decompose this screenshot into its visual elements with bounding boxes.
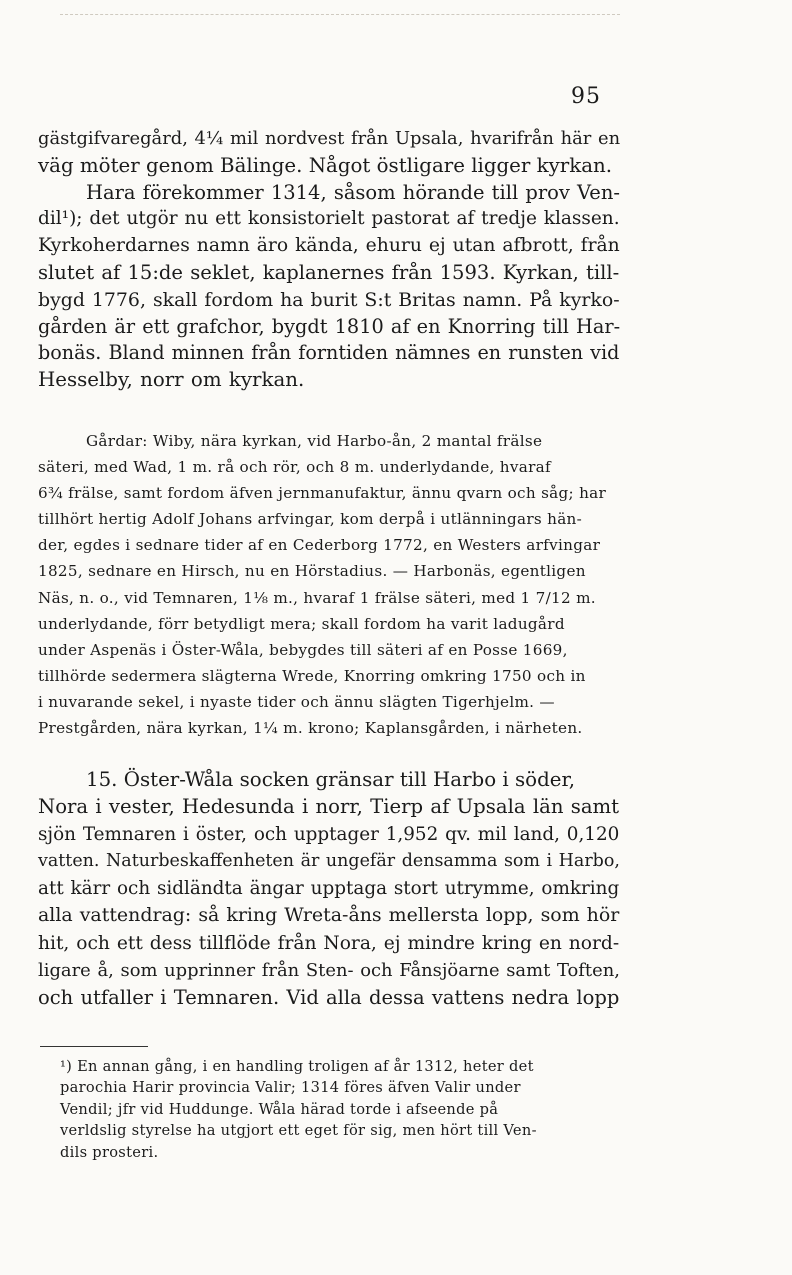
text-line: tillhört hertig Adolf Johans arfvingar, kom derpå i utlänningars hän- (38, 510, 583, 529)
paragraph-gardar (38, 428, 622, 741)
page-number: 95 (571, 84, 601, 109)
text-line: bygd 1776, skall fordom ha burit S:t Britas namn. På kyrko- (38, 288, 620, 311)
footnote-divider (40, 1046, 148, 1047)
paragraph-oster-wala-socken (38, 766, 622, 1012)
text-line: der, egdes i sednare tider af en Cederborg 1772, en Westers arfvingar (38, 536, 601, 555)
text-line: 1825, sednare en Hirsch, nu en Hörstadius. — Harbonäs, egentligen (38, 562, 586, 581)
text-line: Hara förekommer 1314, såsom hörande till prov Ven- (86, 180, 620, 204)
text-line: Näs, n. o., vid Temnaren, 1⅛ m., hvaraf 1 frälse säteri, med 1 7/12 m. (38, 588, 596, 607)
footnote (60, 1056, 620, 1163)
section-heading-line: 15. Öster-Wåla socken gränsar till Harbo i söder, (86, 768, 576, 791)
text-line: gården är ett grafchor, bygdt 1810 af en Knorring till Har- (38, 314, 621, 338)
text-line: 6¾ frälse, samt fordom äfven jernmanufaktur, ännu qvarn och såg; har (38, 484, 607, 503)
text-line: gästgifvaregård, 4¼ mil nordvest från Upsala, hvarifrån här en (38, 128, 621, 149)
text-line: sjön Temnaren i öster, och upptager 1,952 qv. mil land, 0,120 (38, 823, 620, 845)
footnote-line: ¹) En annan gång, i en handling troligen af år 1312, heter det (60, 1058, 534, 1075)
text-line: Prestgården, nära kyrkan, 1¼ m. krono; Kaplansgården, i närheten. (38, 719, 583, 738)
footnote-line: verldslig styrelse ha utgjort ett eget för sig, men hört till Ven- (60, 1122, 537, 1140)
footnote-line: parochia Harir provincia Valir; 1314 föres äfven Valir under (60, 1079, 521, 1097)
text-line: ligare å, som upprinner från Sten- och Fånsjöarne samt Toften, (38, 960, 620, 982)
text-line: i nuvarande sekel, i nyaste tider och ännu slägten Tigerhjelm. — (38, 692, 555, 711)
text-line: tillhörde sedermera slägterna Wrede, Knorring omkring 1750 och in (38, 666, 586, 685)
text-line: vatten. Naturbeskaffenheten är ungefär densamma som i Harbo, (38, 850, 620, 871)
text-line: slutet af 15:de seklet, kaplanernes från 1593. Kyrkan, till- (38, 260, 620, 284)
text-line: underlydande, förr betydligt mera; skall fordom ha varit ladugård (38, 614, 565, 633)
text-line: Nora i vester, Hedesunda i norr, Tierp af Upsala län samt (38, 795, 620, 819)
page-top-edge-rule (60, 14, 620, 15)
text-line: Hesselby, norr om kyrkan. (38, 368, 305, 392)
text-line: säteri, med Wad, 1 m. rå och rör, och 8 m. underlydande, hvaraf (38, 458, 551, 477)
text-line: Kyrkoherdarnes namn äro kända, ehuru ej utan afbrott, från (38, 235, 620, 257)
text-line: hit, och ett dess tillflöde från Nora, ej mindre kring en nord- (38, 932, 620, 954)
footnote-line: dils prosteri. (60, 1143, 159, 1161)
paragraph-hara (38, 126, 622, 394)
text-line: under Aspenäs i Öster-Wåla, bebygdes till säteri af en Posse 1669, (38, 640, 568, 659)
footnote-line: Vendil; jfr vid Huddunge. Wåla härad torde i afseende på (60, 1100, 499, 1118)
text-line: väg möter genom Bälinge. Något östligare ligger kyrkan. (38, 153, 613, 177)
text-line: Gårdar: Wiby, nära kyrkan, vid Harbo-ån, 2 mantal frälse (86, 432, 543, 450)
text-line: bonäs. Bland minnen från forntiden nämnes en runsten vid (38, 341, 620, 365)
text-line: dil¹); det utgör nu ett konsistorielt pastorat af tredje klassen. (38, 208, 620, 230)
text-line: och utfaller i Temnaren. Vid alla dessa vattens nedra lopp (38, 986, 620, 1010)
text-line: att kärr och sidländta ängar upptaga stort utrymme, omkring (38, 878, 620, 900)
text-line: alla vattendrag: så kring Wreta-åns mellersta lopp, som hör (38, 904, 620, 927)
